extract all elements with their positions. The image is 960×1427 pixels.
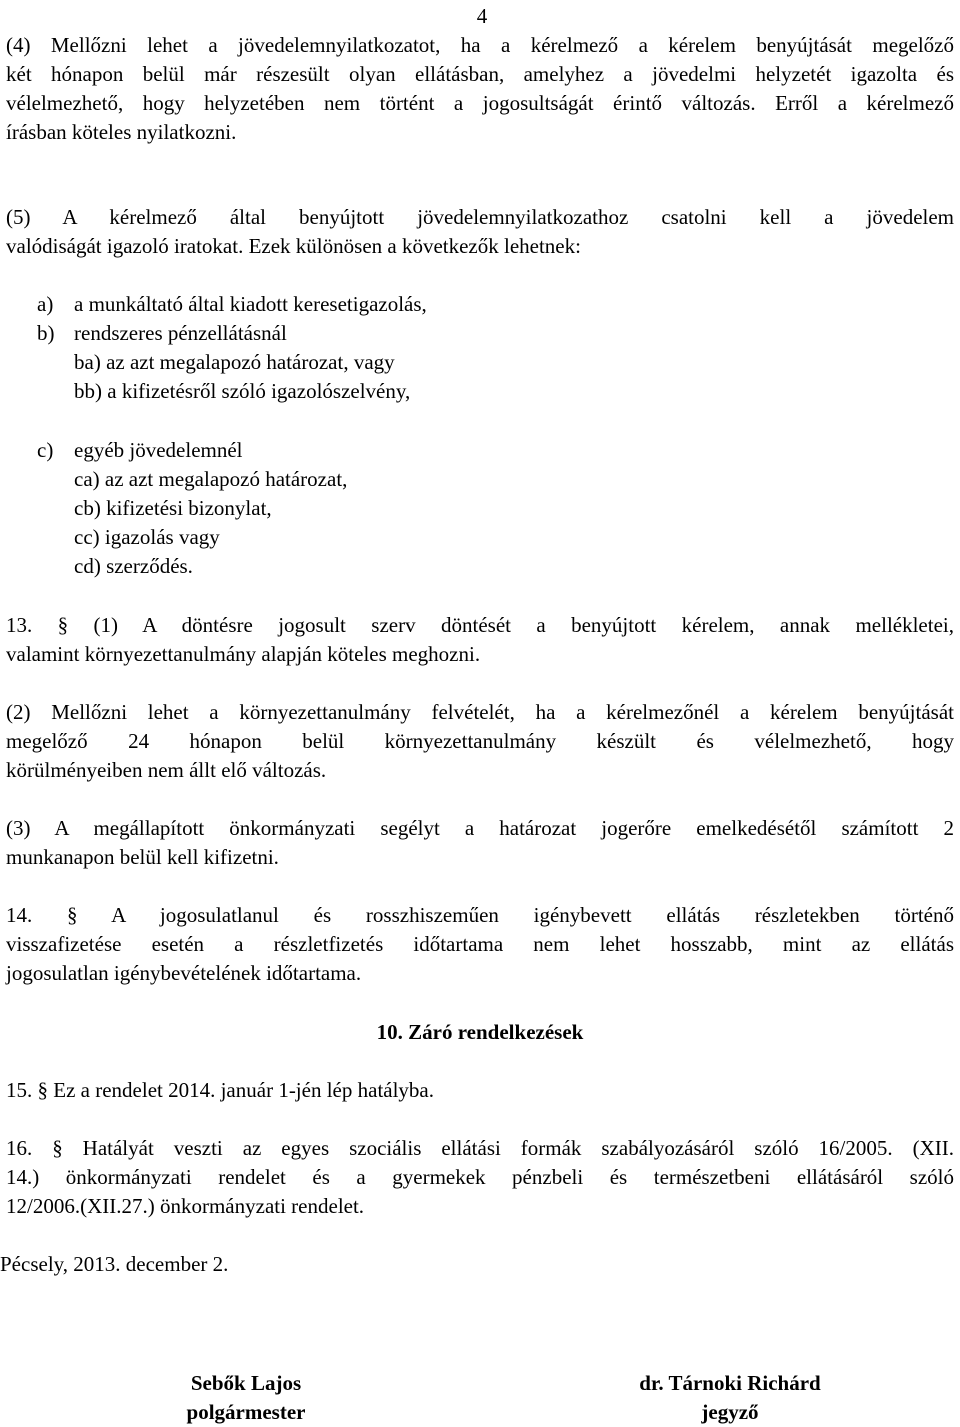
paragraph-line: 13. § (1) A döntésre jogosult szerv döntését a benyújtott kérelem, annak mellékletei, [6, 613, 954, 637]
signature-name: dr. Tárnoki Richárd [639, 1371, 821, 1395]
paragraph-line: (5) A kérelmező által benyújtott jövedelemnyilatkozathoz csatolni kell a jövedelem [6, 205, 954, 229]
paragraph-line: 14.) önkormányzati rendelet és a gyermekek pénzbeli és természetbeni ellátásáról szóló [6, 1165, 954, 1189]
signature-name: Sebők Lajos [190, 1371, 302, 1395]
paragraph-line: körülményeiben nem állt elő változás. [6, 758, 327, 782]
paragraph-line: vélelmezhető, hogy helyzetében nem történt a jogosultságát érintő változás. Erről a kérelmező [6, 91, 954, 115]
sub-item-ca: ca) az azt megalapozó határozat, [74, 467, 348, 491]
paragraph-line: munkanapon belül kell kifizetni. [6, 845, 279, 869]
signature-notary [600, 1369, 860, 1427]
list-label: a) [37, 292, 54, 316]
paragraph-line: 12/2006.(XII.27.) önkormányzati rendelet. [6, 1194, 365, 1218]
paragraph-line: 14. § A jogosulatlanul és rosszhiszeműen igénybevett ellátás részletekben történő [6, 903, 954, 927]
paragraph-4 [6, 31, 954, 147]
paragraph-line: két hónapon belül már részesült olyan ellátásban, amelyhez a jövedelmi helyzetét igazolta és [6, 62, 954, 86]
section-13-3 [6, 814, 954, 872]
paragraph-line: (4) Mellőzni lehet a jövedelemnyilatkozatot, ha a kérelmező a kérelem benyújtását megelőző [6, 33, 954, 57]
paragraph-line: írásban köteles nyilatkozni. [6, 120, 237, 144]
paragraph-line: megelőző 24 hónapon belül környezettanulmány készült és vélelmezhető, hogy [6, 729, 954, 753]
chapter-title: 10. Záró rendelkezések [376, 1020, 584, 1044]
signature-mayor [156, 1369, 336, 1427]
list-text: egyéb jövedelemnél [74, 438, 243, 462]
page-number: 4 [476, 4, 488, 28]
paragraph-line: valamint környezettanulmány alapján köteles meghozni. [6, 642, 481, 666]
paragraph-line: visszafizetése esetén a részletfizetés időtartama nem lehet hosszabb, mint az ellátás [6, 932, 954, 956]
section-15: 15. § Ez a rendelet 2014. január 1-jén lép hatályba. [6, 1078, 434, 1102]
sub-item-cd: cd) szerződés. [74, 554, 193, 578]
section-16 [6, 1134, 954, 1221]
list-label: c) [37, 438, 54, 462]
sub-item-ba: ba) az azt megalapozó határozat, vagy [74, 350, 395, 374]
list-item-c [37, 436, 347, 465]
paragraph-5 [6, 203, 954, 261]
paragraph-line: jogosulatlan igénybevételének időtartama. [6, 961, 362, 985]
section-13-2 [6, 698, 954, 785]
section-14 [6, 901, 954, 988]
sub-item-cb: cb) kifizetési bizonylat, [74, 496, 272, 520]
list-label: b) [37, 321, 55, 345]
paragraph-line: 16. § Hatályát veszti az egyes szociális ellátási formák szabályozásáról szóló 16/2005. (XII. [6, 1136, 954, 1160]
signature-title: polgármester [186, 1400, 306, 1424]
section-13-1 [6, 611, 954, 669]
document-list-ab [37, 290, 427, 406]
sub-item-cc: cc) igazolás vagy [74, 525, 220, 549]
signature-title: jegyző [701, 1400, 759, 1424]
list-item-a [37, 290, 427, 319]
paragraph-line: (3) A megállapított önkormányzati segélyt a határozat jogerőre emelkedésétől számított 2 [6, 816, 954, 840]
place-date: Pécsely, 2013. december 2. [0, 1252, 229, 1276]
list-text: rendszeres pénzellátásnál [74, 321, 287, 345]
list-item-b [37, 319, 427, 348]
paragraph-line: (2) Mellőzni lehet a környezettanulmány felvételét, ha a kérelmezőnél a kérelem benyújtását [6, 700, 954, 724]
document-list-c [37, 436, 347, 581]
list-text: a munkáltató által kiadott keresetigazolás, [74, 292, 427, 316]
sub-item-bb: bb) a kifizetésről szóló igazolószelvény, [74, 379, 411, 403]
paragraph-line: valódiságát igazoló iratokat. Ezek különösen a következők lehetnek: [6, 234, 581, 258]
